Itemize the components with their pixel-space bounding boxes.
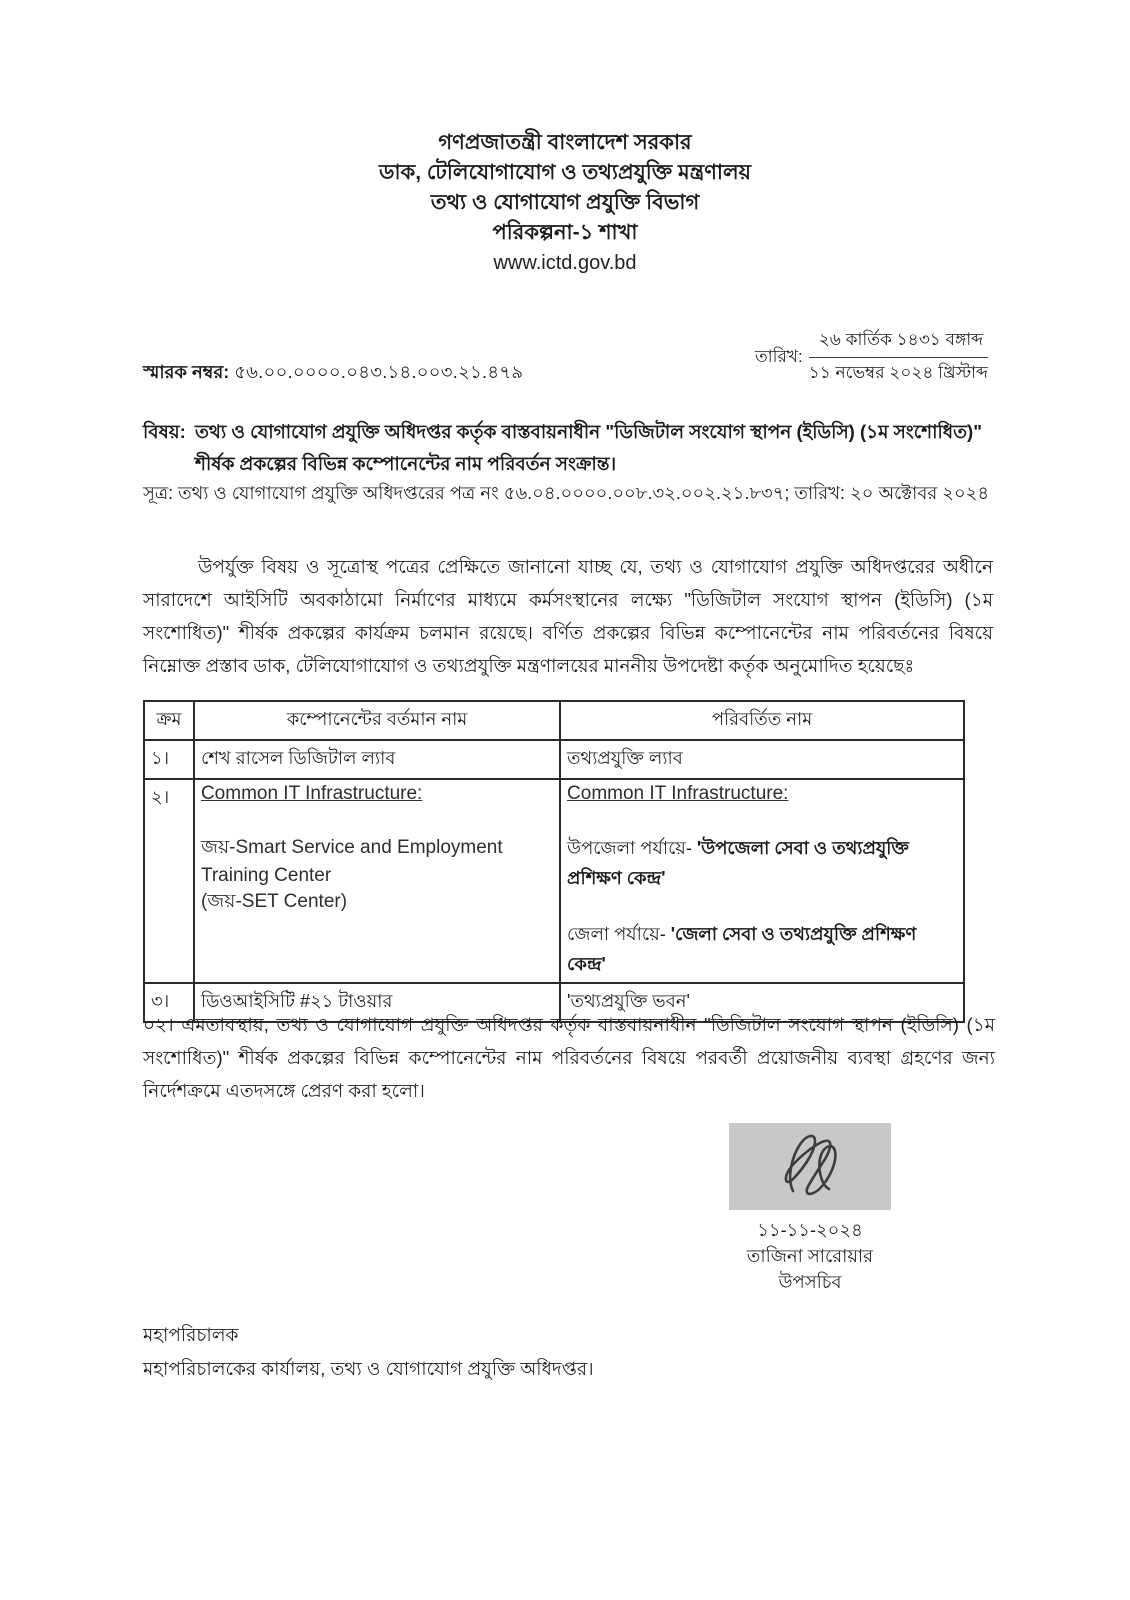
recipient-office: মহাপরিচালকের কার্যালয়, তথ্য ও যোগাযোগ প্রযুক্তি অধিদপ্তর। xyxy=(143,1358,594,1379)
signature-block xyxy=(700,1123,920,1295)
row2-current-cell xyxy=(194,779,560,983)
recipient-title: মহাপরিচালক xyxy=(143,1324,239,1345)
header-changed-name: পরিবর্তিত নাম xyxy=(560,701,964,740)
row1-current: শেখ রাসেল ডিজিটাল ল্যাব xyxy=(194,740,560,779)
letterhead xyxy=(0,128,1130,278)
table-row xyxy=(144,779,964,983)
district-prefix: জেলা পর্যায়ে- xyxy=(567,924,671,944)
spacer xyxy=(567,893,957,919)
row2-changed-heading: Common IT Infrastructure: xyxy=(567,783,789,804)
body-paragraph: উপর্যুক্ত বিষয় ও সূত্রোস্থ পত্রের প্রেক্ষিতে জানানো যাচ্ছ যে, তথ্য ও যোগাযোগ প্রযুক্তি অধিদপ্তরের অধীনে সারাদেশে আইসিটি অবকাঠামো নির্মাণের মাধ্যমে কর্মসংস্থানের লক্ষ্যে "ডিজিটাল সংযোগ স্থাপন (ইডিসি) (১ম সংশোধিত)" শীর্ষক প্রকল্পের কার্যক্রম চলমান রয়েছে। বর্ণিত প্রকল্পের বিভিন্ন কম্পোনেন্টের নাম পরিবর্তনের বিষয়ে নিম্নোক্ত প্রস্তাব ডাক, টেলিযোগাযোগ ও তথ্যপ্রযুক্তি মন্ত্রণালয়ের মাননীয় উপদেষ্টা কর্তৃক অনুমোদিত হয়েছেঃ xyxy=(143,556,993,676)
row2-district-line xyxy=(567,919,957,979)
upazila-prefix: উপজেলা পর্যায়ে- xyxy=(567,838,697,858)
subject-text: তথ্য ও যোগাযোগ প্রযুক্তি অধিদপ্তর কর্তৃক বাস্তবায়নাধীন "ডিজিটাল সংযোগ স্থাপন (ইডিসি) (১ম সংশোধিত)" শীর্ষক প্রকল্পের বিভিন্ন কম্পোনেন্টের নাম পরিবর্তন সংক্রান্ত। xyxy=(195,421,982,474)
row1-changed: তথ্যপ্রযুক্তি ল্যাব xyxy=(560,740,964,779)
memo-number-label: স্মারক নম্বর: xyxy=(143,362,230,382)
header-serial: ক্রম xyxy=(144,701,194,740)
upazila-name: 'উপজেলা সেবা ও তথ্যপ্রযুক্তি প্রশিক্ষণ কেন্দ্র' xyxy=(567,838,909,888)
header-current-name: কম্পোনেন্টের বর্তমান নাম xyxy=(194,701,560,740)
spacer xyxy=(567,805,957,833)
signature-stroke-icon xyxy=(735,1127,885,1207)
spacer xyxy=(201,805,553,833)
row3-serial: ৩। xyxy=(144,983,194,1022)
ministry-name: ডাক, টেলিযোগাযোগ ও তথ্যপ্রযুক্তি মন্ত্রণালয় xyxy=(378,161,752,184)
table-row xyxy=(144,740,964,779)
row3-current: ডিওআইসিটি #২১ টাওয়ার xyxy=(194,983,560,1022)
government-name: গণপ্রজাতন্ত্রী বাংলাদেশ সরকার xyxy=(438,131,692,154)
signatory-name: তাজিনা সারোয়ার xyxy=(746,1246,874,1266)
branch-name: পরিকল্পনা-১ শাখা xyxy=(492,221,638,244)
row3-changed: 'তথ্যপ্রযুক্তি ভবন' xyxy=(560,983,964,1022)
closing-paragraph: ০২। এমতাবস্থায়, তথ্য ও যোগাযোগ প্রযুক্তি অধিদপ্তর কর্তৃক বাস্তবায়নাধীন "ডিজিটাল সংযোগ স্থাপন (ইডিসি) (১ম সংশোধিত)" শীর্ষক প্রকল্পের বিভিন্ন কম্পোনেন্টের নাম পরিবর্তনের বিষয়ে পরবর্তী প্রয়োজনীয় ব্যবস্থা গ্রহণের জন্য নির্দেশক্রমে এতদসঙ্গে প্রেরণ করা হলো। xyxy=(143,1014,995,1101)
date-stack xyxy=(809,327,988,388)
component-rename-table xyxy=(143,700,965,1023)
date-gregorian: ১১ নভেম্বর ২০২৪ খ্রিস্টাব্দ xyxy=(808,363,988,382)
row2-current-line2: (জয়-SET Center) xyxy=(200,891,348,912)
recipient-block xyxy=(143,1318,594,1386)
reference-line: সূত্র: তথ্য ও যোগাযোগ প্রযুক্তি অধিদপ্তরের পত্র নং ৫৬.০৪.০০০০.০০৮.৩২.০০২.২১.৮৩৭; তারিখ: ২০ অক্টোবর ২০২৪ xyxy=(143,483,990,503)
date-block xyxy=(755,327,988,388)
memo-number-line xyxy=(143,358,523,389)
subject-row xyxy=(143,416,991,480)
signatory-designation: উপসচিব xyxy=(778,1272,842,1292)
row2-upazila-line xyxy=(567,833,957,893)
signature-image xyxy=(729,1123,891,1210)
subject-label: বিষয়: xyxy=(143,421,186,442)
date-bangla: ২৬ কার্তিক ১৪৩১ বঙ্গাব্দ xyxy=(809,327,988,358)
district-name: 'জেলা সেবা ও তথ্যপ্রযুক্তি প্রশিক্ষণ কেন্দ্র' xyxy=(567,924,917,974)
row1-serial: ১। xyxy=(144,740,194,779)
division-name: তথ্য ও যোগাযোগ প্রযুক্তি বিভাগ xyxy=(430,191,700,214)
memo-number-value: ৫৬.০০.০০০০.০৪৩.১৪.০০৩.২১.৪৭৯ xyxy=(234,362,524,382)
row2-serial: ২। xyxy=(144,779,194,983)
row2-changed-cell xyxy=(560,779,964,983)
website-url: www.ictd.gov.bd xyxy=(493,252,637,274)
date-label: তারিখ: xyxy=(754,346,803,366)
row2-current-line1: জয়-Smart Service and Employment Training Center xyxy=(200,837,503,886)
signature-date: ১১-১১-২০২৪ xyxy=(757,1220,863,1240)
table-header-row xyxy=(144,701,964,740)
row2-current-heading: Common IT Infrastructure: xyxy=(200,783,423,804)
